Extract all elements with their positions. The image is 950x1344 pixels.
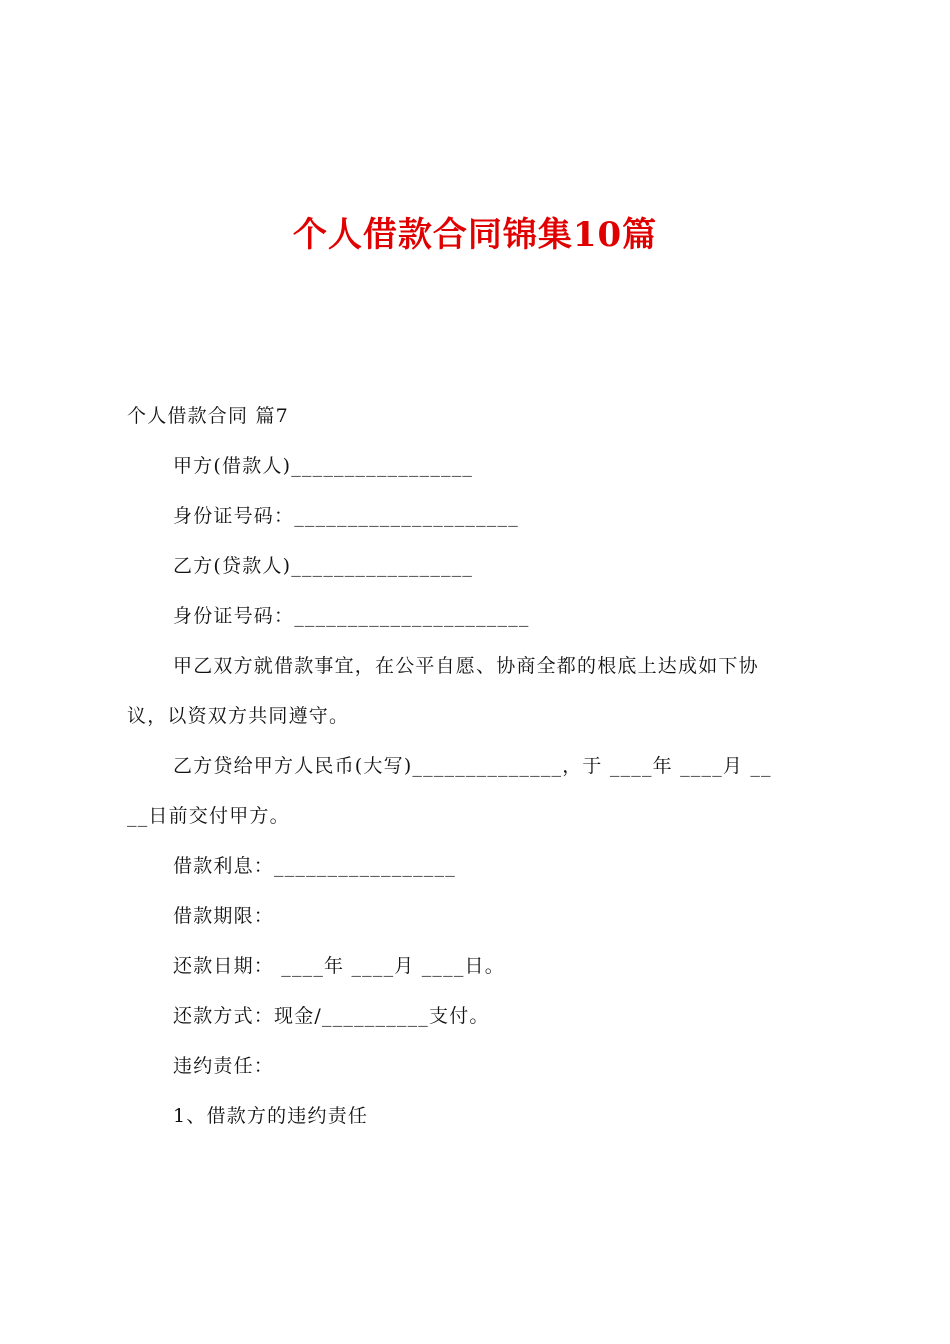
document-title: 个人借款合同锦集10篇 xyxy=(292,215,658,255)
party-a-line: 甲方(借款人)_________________ xyxy=(173,455,474,477)
agreement-paragraph-line-1: 甲乙双方就借款事宜，在公平自愿、协商全都的根底上达成如下协 xyxy=(173,655,759,677)
borrower-breach-item: 1、借款方的违约责任 xyxy=(173,1105,369,1127)
loan-term-line: 借款期限： xyxy=(173,905,275,927)
party-a-id-line: 身份证号码：_____________________ xyxy=(173,505,519,527)
party-b-line: 乙方(贷款人)_________________ xyxy=(173,555,474,577)
repayment-date-line: 还款日期： ____年 ____月 ____日。 xyxy=(173,955,505,977)
loan-amount-line-2: __日前交付甲方。 xyxy=(127,805,290,827)
agreement-paragraph-line-2: 议，以资双方共同遵守。 xyxy=(127,705,350,727)
loan-amount-line-1: 乙方贷给甲方人民币(大写)______________，于 ____年 ____月 __ xyxy=(173,755,772,777)
document-body xyxy=(127,391,832,1141)
section-heading: 个人借款合同 篇7 xyxy=(127,405,289,427)
loan-interest-line: 借款利息：_________________ xyxy=(173,855,456,877)
party-b-id-line: 身份证号码：______________________ xyxy=(173,605,530,627)
repayment-method-line: 还款方式：现金/__________支付。 xyxy=(173,1005,490,1027)
breach-liability-heading: 违约责任： xyxy=(173,1055,275,1077)
